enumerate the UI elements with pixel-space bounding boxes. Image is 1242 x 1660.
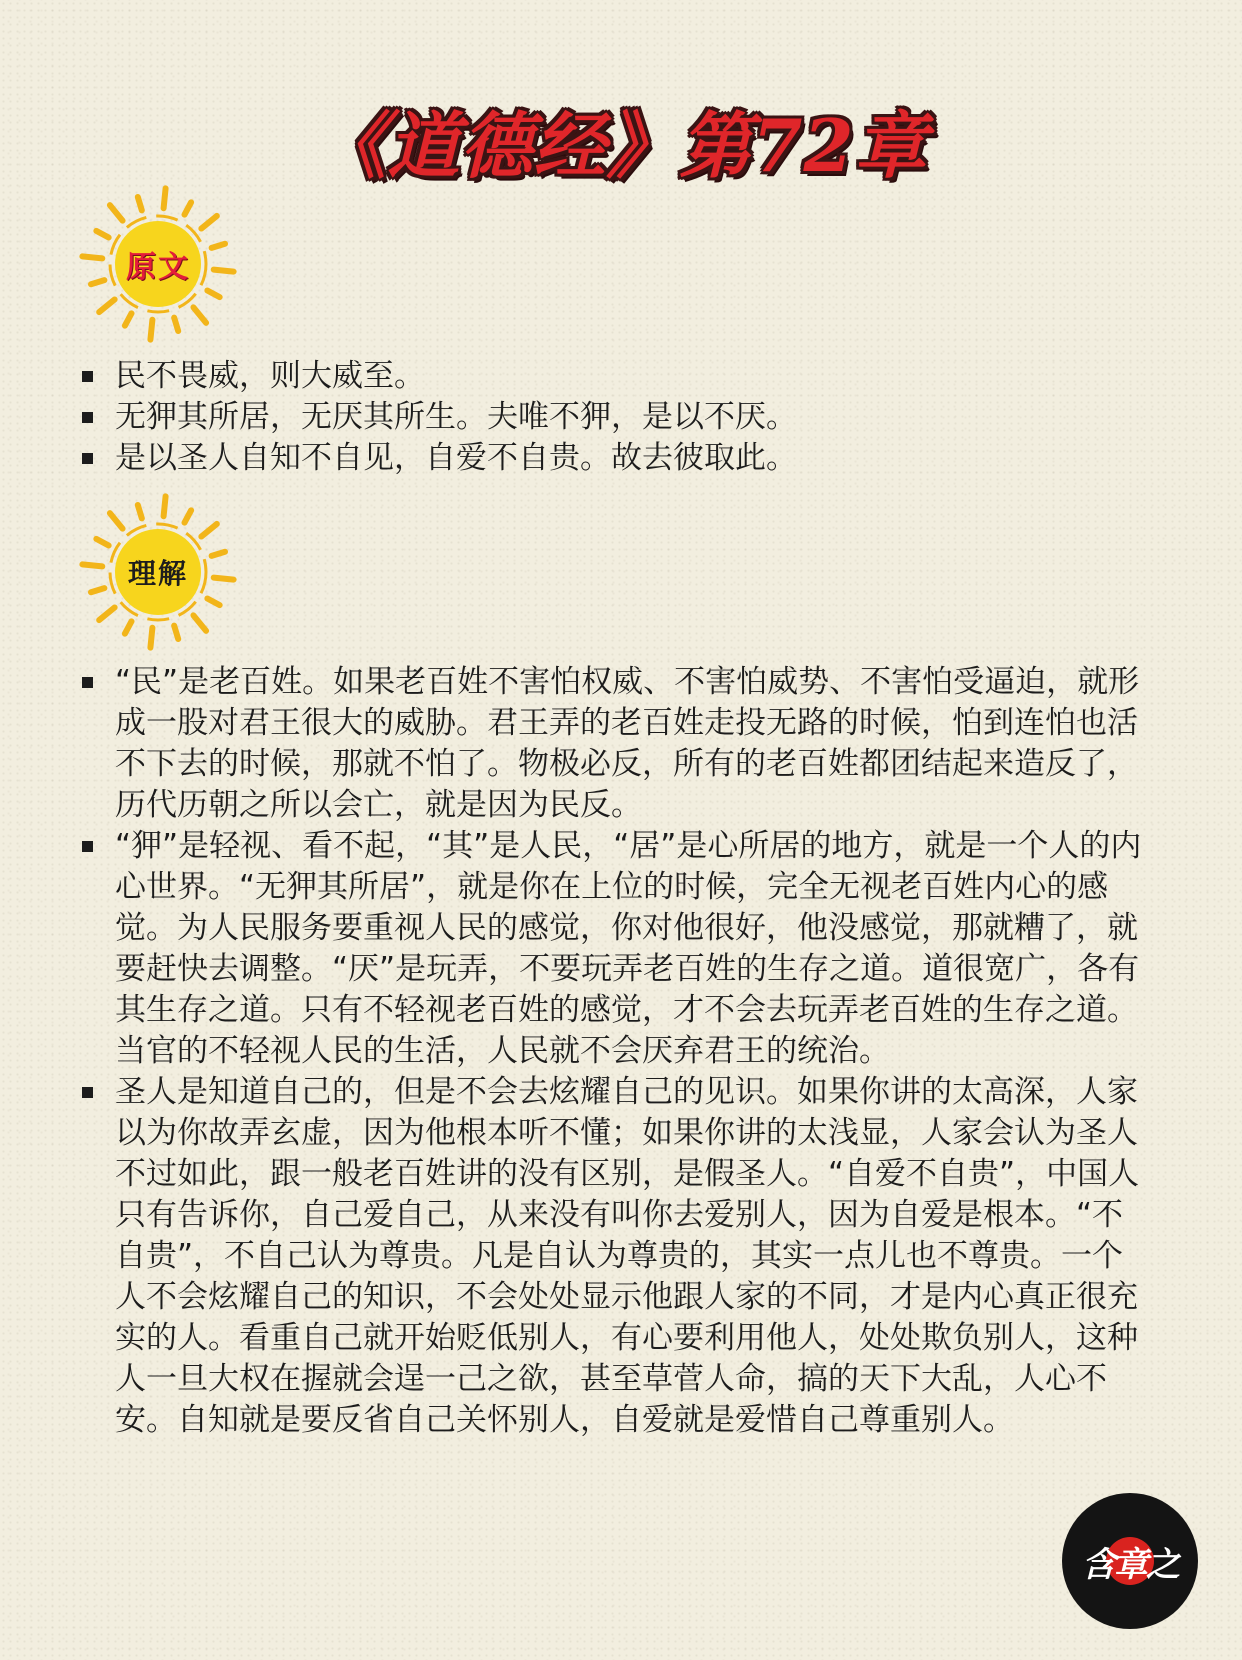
section-badge-original	[78, 184, 238, 344]
list-item: 无狎其所居，无厌其所生。夫唯不狎，是以不厌。	[0, 397, 1145, 438]
list-item: “狎”是轻视、看不起，“其”是人民，“居”是心所居的地方，就是一个人的内心世界。“无狎其所居”，就是你在上位的时候，完全无视老百姓内心的感觉。为人民服务要重视人民的感觉，你对他很好，他没感觉，那就糟了，就要赶快去调整。“厌”是玩弄，不要玩弄老百姓的生存之道。道很宽广，各有其生存之道。只有不轻视老百姓的感觉，才不会去玩弄老百姓的生存之道。当官的不轻视人民的生活，人民就不会厌弃君王的统治。	[0, 826, 1145, 1072]
section-badge-explanation	[78, 492, 238, 652]
list-item: 民不畏威，则大威至。	[0, 356, 1145, 397]
explanation-list	[0, 662, 1145, 1441]
list-item: “民”是老百姓。如果老百姓不害怕权威、不害怕威势、不害怕受逼迫，就形成一股对君王很大的威胁。君王弄的老百姓走投无路的时候，怕到连怕也活不下去的时候，那就不怕了。物极必反，所有的老百姓都团结起来造反了，历代历朝之所以会亡，就是因为民反。	[0, 662, 1145, 826]
original-text-list	[0, 356, 1145, 479]
list-item: 是以圣人自知不自见，自爱不自贵。故去彼取此。	[0, 438, 1145, 479]
list-item: 圣人是知道自己的，但是不会去炫耀自己的见识。如果你讲的太高深，人家以为你故弄玄虚，因为他根本听不懂；如果你讲的太浅显，人家会认为圣人不过如此，跟一般老百姓讲的没有区别，是假圣人。“自爱不自贵”，中国人只有告诉你，自己爱自己，从来没有叫你去爱别人，因为自爱是根本。“不自贵”，不自己认为尊贵。凡是自认为尊贵的，其实一点儿也不尊贵。一个人不会炫耀自己的知识，不会处处显示他跟人家的不同，才是内心真正很充实的人。看重自己就开始贬低别人，有心要利用他人，处处欺负别人，这种人一旦大权在握就会逞一己之欲，甚至草菅人命，搞的天下大乱，人心不安。自知就是要反省自己关怀别人，自爱就是爱惜自己尊重别人。	[0, 1072, 1145, 1441]
brand-logo	[1062, 1493, 1198, 1629]
logo-text: 含章之	[1082, 1544, 1178, 1585]
page-title: 《道德经》第72章	[314, 103, 928, 188]
section-badge-label: 原文	[126, 250, 190, 285]
section-badge-label: 理解	[127, 557, 188, 590]
